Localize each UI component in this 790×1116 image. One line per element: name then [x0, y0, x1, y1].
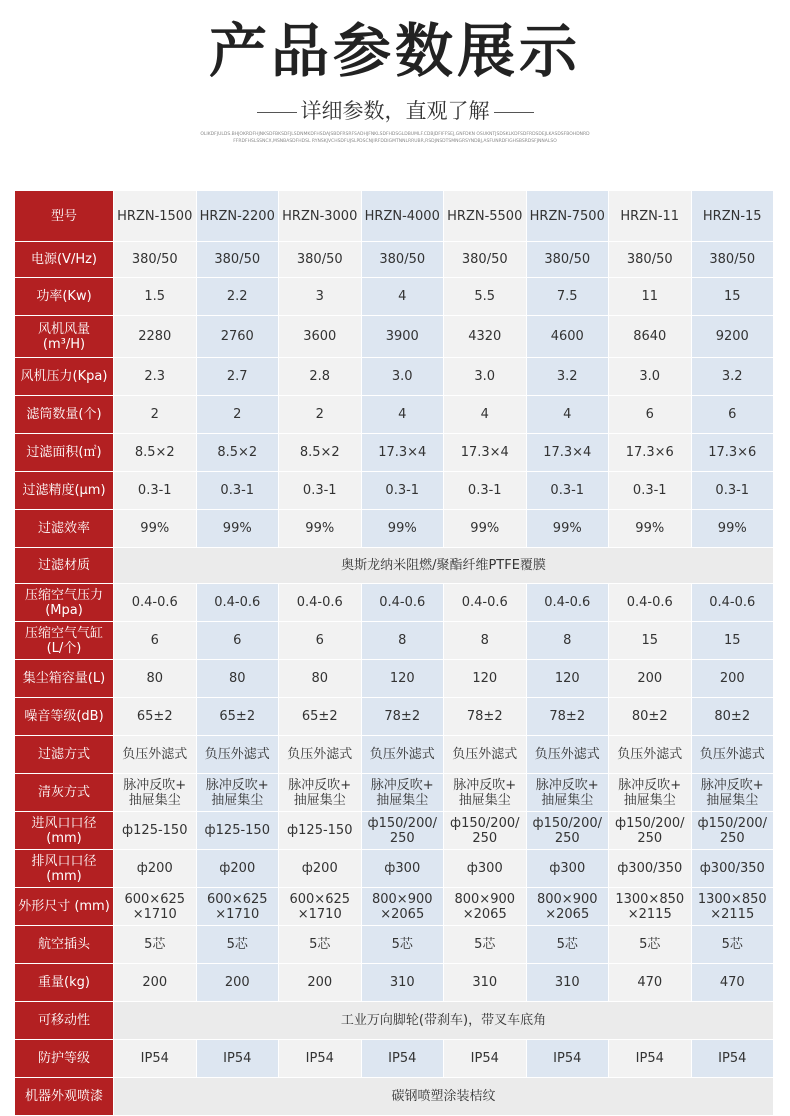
row-label: 集尘箱容量(L) [15, 660, 113, 697]
table-cell: 5芯 [444, 926, 526, 963]
table-cell: 3.2 [692, 358, 774, 395]
table-cell: 5芯 [609, 926, 691, 963]
row-label: 噪音等级(dB) [15, 698, 113, 735]
table-cell: 78±2 [444, 698, 526, 735]
row-label: 风机风量 (m³/H) [15, 316, 113, 357]
spec-table [14, 190, 774, 1116]
table-cell: 11 [609, 278, 691, 315]
table-row [15, 774, 773, 811]
table-cell: 2 [114, 396, 196, 433]
table-cell: 380/50 [279, 242, 361, 277]
table-cell: 2.8 [279, 358, 361, 395]
table-cell: 65±2 [197, 698, 279, 735]
table-cell: 0.4-0.6 [114, 584, 196, 621]
table-cell: 脉冲反吹+ 抽屉集尘 [692, 774, 774, 811]
table-cell: 5.5 [444, 278, 526, 315]
table-cell: 17.3×6 [609, 434, 691, 471]
row-label: 型号 [15, 191, 113, 241]
table-cell: 1300×850 ×2115 [692, 888, 774, 925]
table-cell: 65±2 [279, 698, 361, 735]
table-cell: 800×900 ×2065 [362, 888, 444, 925]
table-row [15, 510, 773, 547]
table-cell: 0.3-1 [279, 472, 361, 509]
table-cell: 99% [609, 510, 691, 547]
table-cell: HRZN-1500 [114, 191, 196, 241]
table-cell: ф300/350 [692, 850, 774, 887]
table-cell: 脉冲反吹+ 抽屉集尘 [362, 774, 444, 811]
table-cell: 80 [197, 660, 279, 697]
table-cell: 200 [114, 964, 196, 1001]
table-cell: 负压外滤式 [444, 736, 526, 773]
table-cell: 脉冲反吹+ 抽屉集尘 [197, 774, 279, 811]
table-cell: 200 [197, 964, 279, 1001]
table-cell: ф200 [279, 850, 361, 887]
row-label: 过滤材质 [15, 548, 113, 583]
table-cell: 470 [609, 964, 691, 1001]
table-cell: 0.4-0.6 [362, 584, 444, 621]
page-subtitle [0, 96, 790, 126]
table-row [15, 548, 773, 583]
table-cell: 99% [197, 510, 279, 547]
row-label: 可移动性 [15, 1002, 113, 1039]
decorative-tiny-text: OLIKDFJULDS.BHJOKRDFHJNKSDFBKSDFJLSDNMKDFHSDAJSBDFRSRFSADHJFNKLSDFHDSGLDBUMLF.CDBJDFIFFSEJ,GNFDKN OSUKNTJSDSKLKDFSDFRDSDEJLKASDSFBOHDNRDFFRDFHSLSSNCX,MSNBASDFHDSL RYNSKJVCHSDFUJSLPDSCNJIRFDDIGMTNNLRRUBR,RSDJNSDTSMNGRSYNDBJ,ASFUNRDFIGHSBSRDSFJNNALSO [200, 132, 590, 144]
page-title: 产品参数展示 [208, 17, 581, 85]
table-cell: 7.5 [527, 278, 609, 315]
table-cell: 0.4-0.6 [527, 584, 609, 621]
table-cell: 120 [362, 660, 444, 697]
table-cell: ф300 [527, 850, 609, 887]
table-row [15, 926, 773, 963]
table-cell: 9200 [692, 316, 774, 357]
table-cell: 3 [279, 278, 361, 315]
table-cell: ф125-150 [197, 812, 279, 849]
table-row [15, 472, 773, 509]
table-row [15, 964, 773, 1001]
table-cell: 2.7 [197, 358, 279, 395]
table-cell: 310 [527, 964, 609, 1001]
table-cell: IP54 [279, 1040, 361, 1077]
row-label: 过滤方式 [15, 736, 113, 773]
table-cell: 78±2 [527, 698, 609, 735]
table-cell: 负压外滤式 [197, 736, 279, 773]
table-cell: IP54 [609, 1040, 691, 1077]
table-cell: ф150/200/ 250 [692, 812, 774, 849]
table-cell: ф300 [444, 850, 526, 887]
table-cell: 0.4-0.6 [444, 584, 526, 621]
table-cell: 99% [692, 510, 774, 547]
table-cell: HRZN-11 [609, 191, 691, 241]
table-cell: ф125-150 [279, 812, 361, 849]
table-cell: 0.4-0.6 [692, 584, 774, 621]
table-cell: HRZN-7500 [527, 191, 609, 241]
row-label: 进风口口径 (mm) [15, 812, 113, 849]
table-cell: 2.2 [197, 278, 279, 315]
row-label: 排风口口径 (mm) [15, 850, 113, 887]
table-cell: 99% [279, 510, 361, 547]
table-cell: 380/50 [692, 242, 774, 277]
table-cell: 0.3-1 [114, 472, 196, 509]
table-row [15, 850, 773, 887]
row-label: 滤筒数量(个) [15, 396, 113, 433]
table-cell: 8 [527, 622, 609, 659]
table-cell: 4 [362, 278, 444, 315]
table-cell: 99% [114, 510, 196, 547]
table-cell: 17.3×4 [444, 434, 526, 471]
table-cell: 负压外滤式 [279, 736, 361, 773]
table-row [15, 396, 773, 433]
page-header [0, 0, 790, 190]
table-cell: 2 [279, 396, 361, 433]
table-row [15, 1040, 773, 1077]
table-cell: 5芯 [279, 926, 361, 963]
table-cell: IP54 [114, 1040, 196, 1077]
table-cell: 17.3×6 [692, 434, 774, 471]
table-cell: 4600 [527, 316, 609, 357]
table-cell: 脉冲反吹+ 抽屉集尘 [279, 774, 361, 811]
table-cell: 380/50 [444, 242, 526, 277]
table-cell: ф150/200/ 250 [609, 812, 691, 849]
table-cell: 0.3-1 [609, 472, 691, 509]
table-cell: 2280 [114, 316, 196, 357]
table-row [15, 584, 773, 621]
table-cell: 99% [362, 510, 444, 547]
row-label: 重量(kg) [15, 964, 113, 1001]
table-cell: 380/50 [609, 242, 691, 277]
table-cell: 5芯 [114, 926, 196, 963]
table-cell: 脉冲反吹+ 抽屉集尘 [527, 774, 609, 811]
table-cell: 2.3 [114, 358, 196, 395]
table-cell: 380/50 [527, 242, 609, 277]
table-cell: 5芯 [197, 926, 279, 963]
row-label: 清灰方式 [15, 774, 113, 811]
table-cell: 3900 [362, 316, 444, 357]
table-row [15, 1078, 773, 1115]
row-label: 外形尺寸 (mm) [15, 888, 113, 925]
table-cell: ф300 [362, 850, 444, 887]
table-row [15, 278, 773, 315]
table-cell: 0.4-0.6 [197, 584, 279, 621]
table-cell: HRZN-3000 [279, 191, 361, 241]
table-row [15, 191, 773, 241]
table-cell: 99% [527, 510, 609, 547]
table-cell: 470 [692, 964, 774, 1001]
table-cell: 8640 [609, 316, 691, 357]
table-cell: 8 [362, 622, 444, 659]
table-cell: 5芯 [527, 926, 609, 963]
table-cell: 15 [692, 278, 774, 315]
table-cell: 310 [362, 964, 444, 1001]
table-cell: 4320 [444, 316, 526, 357]
table-cell: 负压外滤式 [692, 736, 774, 773]
table-cell: 6 [279, 622, 361, 659]
table-cell: 15 [692, 622, 774, 659]
table-cell: 脉冲反吹+ 抽屉集尘 [114, 774, 196, 811]
table-cell: IP54 [197, 1040, 279, 1077]
table-cell: IP54 [527, 1040, 609, 1077]
row-label: 压缩空气压力 (Mpa) [15, 584, 113, 621]
row-label: 功率(Kw) [15, 278, 113, 315]
table-cell: 脉冲反吹+ 抽屉集尘 [609, 774, 691, 811]
row-label: 过滤面积(㎡) [15, 434, 113, 471]
table-cell: 3600 [279, 316, 361, 357]
table-cell: 3.0 [609, 358, 691, 395]
subtitle-left-dash [257, 112, 297, 113]
table-cell: ф200 [114, 850, 196, 887]
table-cell: 负压外滤式 [114, 736, 196, 773]
table-row [15, 660, 773, 697]
table-cell: 0.3-1 [197, 472, 279, 509]
table-cell: IP54 [692, 1040, 774, 1077]
row-label: 航空插头 [15, 926, 113, 963]
table-cell: 2760 [197, 316, 279, 357]
table-cell: ф150/200/ 250 [444, 812, 526, 849]
table-cell: ф300/350 [609, 850, 691, 887]
table-cell: 380/50 [114, 242, 196, 277]
table-cell: 8 [444, 622, 526, 659]
table-cell: 0.3-1 [444, 472, 526, 509]
table-cell: 6 [114, 622, 196, 659]
table-cell: 1300×850 ×2115 [609, 888, 691, 925]
table-cell: 80±2 [692, 698, 774, 735]
table-cell: 8.5×2 [279, 434, 361, 471]
table-cell: IP54 [444, 1040, 526, 1077]
table-cell: 78±2 [362, 698, 444, 735]
table-cell: 600×625 ×1710 [197, 888, 279, 925]
row-label: 电源(V/Hz) [15, 242, 113, 277]
table-cell: 800×900 ×2065 [527, 888, 609, 925]
table-row [15, 242, 773, 277]
table-cell: 0.3-1 [692, 472, 774, 509]
table-cell: 3.0 [362, 358, 444, 395]
table-cell: 8.5×2 [114, 434, 196, 471]
row-label: 风机压力(Kpa) [15, 358, 113, 395]
table-cell: 3.0 [444, 358, 526, 395]
row-label: 压缩空气气缸 (L/个) [15, 622, 113, 659]
row-label: 机器外观喷漆 [15, 1078, 113, 1115]
table-row [15, 888, 773, 925]
table-cell: 4 [444, 396, 526, 433]
table-cell: 380/50 [197, 242, 279, 277]
table-cell: 负压外滤式 [527, 736, 609, 773]
row-label: 过滤精度(μm) [15, 472, 113, 509]
table-cell: 600×625 ×1710 [279, 888, 361, 925]
table-row [15, 434, 773, 471]
table-cell: 310 [444, 964, 526, 1001]
table-cell: 0.3-1 [362, 472, 444, 509]
table-cell: 2 [197, 396, 279, 433]
table-cell: 0.4-0.6 [279, 584, 361, 621]
table-cell: 6 [609, 396, 691, 433]
table-cell: 3.2 [527, 358, 609, 395]
table-cell: ф200 [197, 850, 279, 887]
table-row [15, 736, 773, 773]
table-cell: 80 [279, 660, 361, 697]
table-cell: 1.5 [114, 278, 196, 315]
table-cell: 5芯 [692, 926, 774, 963]
table-row [15, 1002, 773, 1039]
spec-table-body [15, 191, 773, 1115]
table-row [15, 358, 773, 395]
table-cell: 380/50 [362, 242, 444, 277]
table-cell: HRZN-2200 [197, 191, 279, 241]
merged-cell: 工业万向脚轮(带刹车)，带叉车底角 [114, 1002, 773, 1039]
table-cell: 99% [444, 510, 526, 547]
table-cell: 负压外滤式 [609, 736, 691, 773]
table-cell: 200 [279, 964, 361, 1001]
table-cell: ф150/200/ 250 [362, 812, 444, 849]
table-cell: ф150/200/ 250 [527, 812, 609, 849]
table-cell: 6 [692, 396, 774, 433]
table-cell: 120 [527, 660, 609, 697]
table-cell: HRZN-5500 [444, 191, 526, 241]
table-cell: HRZN-4000 [362, 191, 444, 241]
table-cell: 800×900 ×2065 [444, 888, 526, 925]
table-cell: 17.3×4 [527, 434, 609, 471]
table-cell: 80 [114, 660, 196, 697]
table-cell: 600×625 ×1710 [114, 888, 196, 925]
table-cell: 80±2 [609, 698, 691, 735]
table-cell: 120 [444, 660, 526, 697]
table-cell: 200 [692, 660, 774, 697]
table-cell: 4 [362, 396, 444, 433]
table-row [15, 622, 773, 659]
table-cell: 200 [609, 660, 691, 697]
table-cell: 0.3-1 [527, 472, 609, 509]
table-cell: 65±2 [114, 698, 196, 735]
merged-cell: 碳钢喷塑涂装桔纹 [114, 1078, 773, 1115]
row-label: 过滤效率 [15, 510, 113, 547]
table-row [15, 698, 773, 735]
table-cell: HRZN-15 [692, 191, 774, 241]
table-cell: ф125-150 [114, 812, 196, 849]
table-cell: 4 [527, 396, 609, 433]
table-cell: 8.5×2 [197, 434, 279, 471]
merged-cell: 奥斯龙纳米阻燃/聚酯纤维PTFE覆膜 [114, 548, 773, 583]
table-cell: 5芯 [362, 926, 444, 963]
table-row [15, 812, 773, 849]
subtitle-text: 详细参数，直观了解 [300, 99, 490, 123]
table-cell: 15 [609, 622, 691, 659]
subtitle-right-dash [494, 112, 534, 113]
table-cell: 6 [197, 622, 279, 659]
table-row [15, 316, 773, 357]
table-cell: 负压外滤式 [362, 736, 444, 773]
row-label: 防护等级 [15, 1040, 113, 1077]
table-cell: 17.3×4 [362, 434, 444, 471]
table-cell: 0.4-0.6 [609, 584, 691, 621]
table-cell: 脉冲反吹+ 抽屉集尘 [444, 774, 526, 811]
table-cell: IP54 [362, 1040, 444, 1077]
